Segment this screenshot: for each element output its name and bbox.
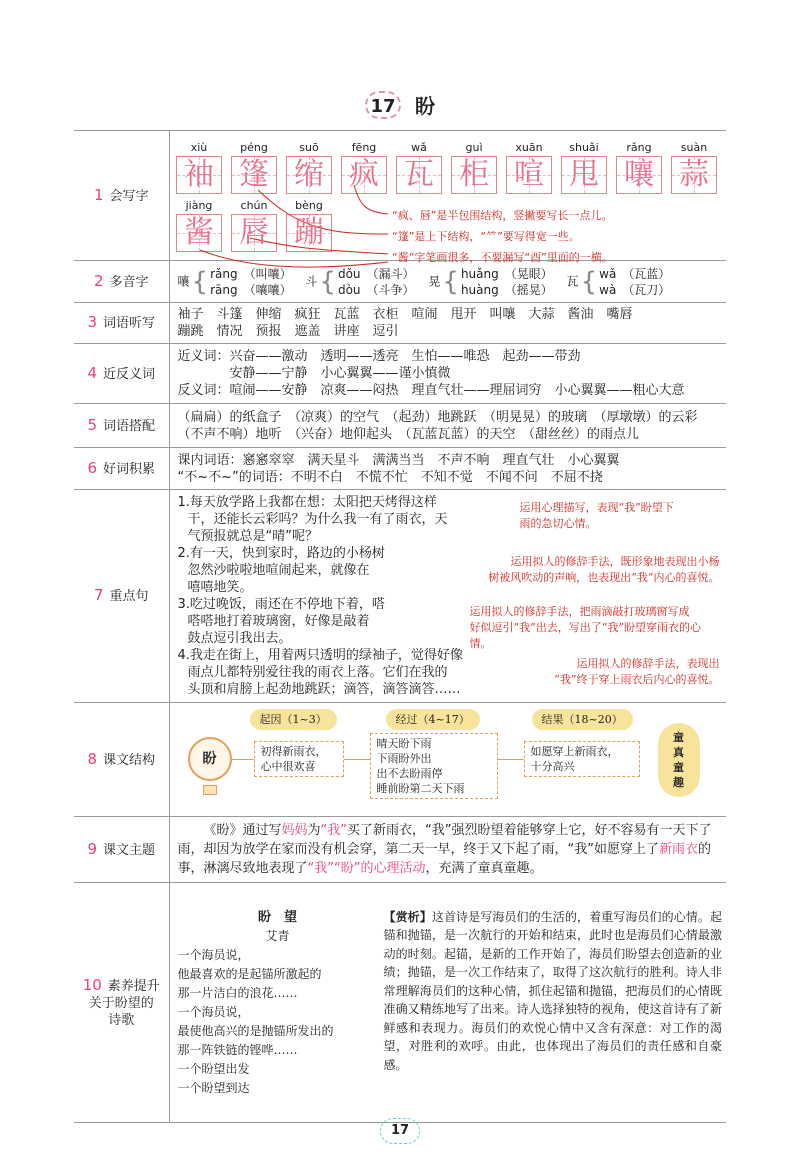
pinyin: xuān <box>515 140 543 154</box>
pinyin: fēng <box>351 140 377 154</box>
char: 柜 <box>459 156 489 192</box>
balloon: 盼 <box>188 737 232 781</box>
synonyms-antonyms: 近义词：兴奋——激动 透明——透亮 生怕——唯恐 起劲——带劲 安静——宁静 小心翼翼——谨小慎微 反义词：喧闹——安静 凉爽——闷热 理直气壮——理屈词穷 小心翼翼——粗心大意 <box>169 344 726 404</box>
box-cause: 初得新雨衣， 心中很欢喜 <box>254 741 344 777</box>
pinyin: chún <box>240 198 268 212</box>
char-cell <box>447 140 502 194</box>
char-cell <box>337 140 392 194</box>
row-key-sentences: 7 重点句 1.每天放学路上我都在想：太阳把天烤得这样 干，还能长云彩吗？为什么我一有了雨衣，天 气预报就总是“晴”呢？ 2.有一天，快到家时，路边的小杨树 忽然沙啦啦地喧闹起来，就像在 嘻嘻地笑。 3.吃过晚饭，雨还在不停地下着，嗒 嗒嗒地打着玻璃窗，好像是敲着 鼓点逗引我出去。 4.我走在街上，用着两只透明的绿袖子，觉得好像 雨点儿都特别爱往我的雨衣上落。它们在我的 头顶和肩膀上起劲地跳跃；滴答，滴答滴答…… 运用心理描写，表现“我”盼望下 雨的急切心情。 运用拟人的修辞手法，既形象地表现出小杨 树被风吹动的声响，也表现出“我”内心的喜悦。 运用拟人的修辞手法，把雨滴敲打玻璃窗写成 好似逗引“我”出去，写出了“我”盼望穿雨衣的心情。 运用拟人的修辞手法，表现出 “我”终于穿上雨衣后内心的喜悦。 <box>74 490 726 703</box>
pinyin: shuǎi <box>569 140 599 154</box>
box-result: 如愿穿上新雨衣， 十分高兴 <box>524 741 640 777</box>
char: 缩 <box>294 156 324 192</box>
char: 酱 <box>184 214 214 250</box>
char-grid <box>561 156 607 194</box>
sentence-2: 2.有一天，快到家时，路边的小杨树 忽然沙啦啦地喧闹起来，就像在 嘻嘻地笑。 <box>177 546 385 595</box>
annotation-1: 运用心理描写，表现“我”盼望下 雨的急切心情。 <box>519 501 674 530</box>
annotation-4: 运用拟人的修辞手法，表现出 “我”终于穿上雨衣后内心的喜悦。 <box>554 657 720 686</box>
good-words: 课内词语：窸窸窣窣 满天星斗 满满当当 不声不响 理直气壮 小心翼翼 “不~不~”的词语：不明不白 不慌不忙 不知不觉 不闻不问 不屈不挠 <box>169 448 726 490</box>
char-cell <box>502 140 557 194</box>
char-grid <box>506 156 552 194</box>
row-structure: 8 课文结构 盼 起因（1~3） 经过（4~17） 结果（18~20） 初得新雨衣， 心中很欢喜 晴天盼下雨 下雨盼外出 出不去盼雨停 睡前盼第二天下雨 如愿穿上新雨衣， 十分高兴 童 真 童 趣 <box>74 703 726 817</box>
polyphone-dou: 斗{ dǒu （漏斗） dòu （斗争） <box>305 266 415 297</box>
pinyin: xiù <box>190 140 208 154</box>
box-process: 晴天盼下雨 下雨盼外出 出不去盼雨停 睡前盼第二天下雨 <box>370 733 498 799</box>
pinyin: jiàng <box>185 198 213 212</box>
polyphone-rang: 嚷{ rǎng （叫嚷） rāng （嚷嚷） <box>177 266 292 297</box>
char: 甩 <box>569 156 599 192</box>
char-grid <box>231 214 277 252</box>
pinyin: péng <box>240 140 268 154</box>
annotation-2: 运用拟人的修辞手法，既形象地表现出小杨 树被风吹动的声响，也表现出“我”内心的喜悦。 <box>488 555 720 584</box>
poem-author: 艾青 <box>265 928 290 943</box>
poem-section <box>169 883 726 1123</box>
char-grid <box>451 156 497 194</box>
annotation-3: 运用拟人的修辞手法，把雨滴敲打玻璃窗写成 好似逗引“我”出去，写出了“我”盼望穿雨衣的心情。 <box>469 605 701 650</box>
stage-cause: 起因（1~3） <box>250 709 337 730</box>
stage-result: 结果（18~20） <box>532 709 633 730</box>
row-theme: 9 课文主题 《盼》通过写妈妈为“我”买了新雨衣，“我”强烈盼望着能够穿上它，好不容易有一天下了雨，却因为放学在家而没有机会穿，第二天一早，终于又下起了雨，“我”如愿穿上了新雨衣的事，淋漓尽致地表现了“我”“盼”的心理活动，充满了童真童趣。 <box>74 817 726 883</box>
char-cell <box>172 140 227 194</box>
char-cell <box>172 198 227 252</box>
study-table <box>74 130 726 1123</box>
pinyin: wǎ <box>411 140 427 154</box>
char-grid <box>396 156 442 194</box>
row-label: 1 会写字 <box>74 131 169 261</box>
balloon-basket <box>203 785 217 795</box>
char-grid <box>231 156 277 194</box>
char-grid <box>671 156 717 194</box>
char-cell <box>612 140 667 194</box>
pinyin: suàn <box>680 140 708 154</box>
poem: 盼 望 艾青 一个海员说， 他最喜欢的是起锚所激起的 那一片洁白的浪花…… 一个海员说， 最使他高兴的是抛锚所发出的 那一阵铁链的铿哗…… 一个盼望出发 一个盼望到达 <box>178 908 378 1098</box>
text-structure <box>169 703 726 817</box>
char: 瓦 <box>404 156 434 192</box>
theme-text: 《盼》通过写妈妈为“我”买了新雨衣，“我”强烈盼望着能够穿上它，好不容易有一天下了雨，却因为放学在家而没有机会穿，第二天一早，终于又下起了雨，“我”如愿穿上了新雨衣的事，淋漓尽致地表现了“我”“盼”的心理活动，充满了童真童趣。 <box>169 817 726 883</box>
row-collocations: 5 词语搭配 （扁扁）的纸盒子 （凉爽）的空气 （起劲）地跳跃 （明晃晃）的玻璃 （厚墩墩）的云彩 （不声不响）地听 （兴奋）地仰起头 （瓦蓝瓦蓝）的天空 （甜丝丝）的雨点儿 <box>74 404 726 448</box>
poem-title: 盼 望 <box>257 909 297 925</box>
char-grid <box>176 214 222 252</box>
char-cell <box>282 198 337 252</box>
row-synonyms: 4 近反义词 近义词：兴奋——激动 透明——透亮 生怕——唯恐 起劲——带劲 安静——宁静 小心翼翼——谨小慎微 反义词：喧闹——安静 凉爽——闷热 理直气壮——理屈词穷 小心翼翼——粗心大意 <box>74 344 726 404</box>
collocations: （扁扁）的纸盒子 （凉爽）的空气 （起劲）地跳跃 （明晃晃）的玻璃 （厚墩墩）的云彩 （不声不响）地听 （兴奋）地仰起头 （瓦蓝瓦蓝）的天空 （甜丝丝）的雨点儿 <box>169 404 726 448</box>
char: 蹦 <box>294 214 324 250</box>
row-dictation: 3 词语听写 袖子 斗篷 伸缩 疯狂 瓦蓝 衣柜 喧闹 甩开 叫嚷 大蒜 酱油 嘴唇 蹦跳 情况 预报 遮盖 讲座 逗引 <box>74 303 726 344</box>
lesson-title <box>0 90 800 126</box>
char: 疯 <box>349 156 379 192</box>
char: 喧 <box>514 156 544 192</box>
char-grid <box>616 156 662 194</box>
lesson-number: 17 <box>365 91 401 119</box>
sentence-1: 1.每天放学路上我都在想：太阳把天烤得这样 干，还能长云彩吗？为什么我一有了雨衣，天 气预报就总是“晴”呢？ <box>177 495 448 544</box>
char: 嚷 <box>624 156 654 192</box>
pinyin: suō <box>299 140 319 154</box>
char-cell <box>227 140 282 194</box>
row-literacy: 10 素养提升 关于盼望的诗歌 盼 望 艾青 一个海员说， 他最喜欢的是起锚所激起的 那一片洁白的浪花…… 一个海员说， 最使他高兴的是抛锚所发出的 那一阵铁链的铿哗…… 一个盼望出发 一个盼望到达 【赏析】这首诗是写海员们的生活的，着重写海员们的心情。起锚和抛锚，是一次航行的开始和结束，此时也是海员们心情最激动的时刻。起锚，是新的工作开始了，海员们盼望去创造新的业绩；抛锚，是一次工作结束了，取得了这次航行的胜利。诗人非常理解海员们的这种心情，抓住起锚和抛锚，把海员们的心情既准确又精练地写了出来。诗人选择独特的视角，使这首诗有了新鲜感和表现力。海员们的欢悦心情中又含有深意：对工作的渴望，对胜利的欢呼。由此，也体现出了海员们的责任感和自豪感。 <box>74 883 726 1123</box>
char-notes: “疯、唇”是半包围结构，竖撇要写长一点儿。 “篷”是上下结构，“⺮”要写得宽一些。 “酱”字笔画很多，不要漏写“酉”里面的一横。 <box>392 209 613 264</box>
char-grid <box>286 156 332 194</box>
char: 唇 <box>239 214 269 250</box>
sentence-3: 3.吃过晚饭，雨还在不停地下着，嗒 嗒嗒地打着玻璃窗，好像是敲着 鼓点逗引我出去。 <box>177 597 385 646</box>
char-cell <box>282 140 337 194</box>
char-cell <box>557 140 612 194</box>
lesson-name: 盼 <box>415 94 435 118</box>
row-polyphones: 2 多音字 嚷{ rǎng （叫嚷） rāng （嚷嚷） 斗{ dǒu （漏斗） dòu （斗争） 晃{ huǎng （晃眼） huàng （摇晃） 瓦{ wǎ （瓦蓝） wà （瓦刀） <box>74 261 726 303</box>
char: 蒜 <box>679 156 709 192</box>
char-cell <box>667 140 722 194</box>
row-good-words: 6 好词积累 课内词语：窸窸窣窣 满天星斗 满满当当 不声不响 理直气壮 小心翼翼 “不~不~”的词语：不明不白 不慌不忙 不知不觉 不闻不问 不屈不挠 <box>74 448 726 490</box>
char-cell <box>227 198 282 252</box>
sentence-4: 4.我走在街上，用着两只透明的绿袖子，觉得好像 雨点儿都特别爱往我的雨衣上落。它们在我的 头顶和肩膀上起劲地跳跃；滴答，滴答滴答…… <box>177 648 463 697</box>
char: 篷 <box>239 156 269 192</box>
polyphone-wa: 瓦{ wǎ （瓦蓝） wà （瓦刀） <box>566 266 671 297</box>
char-cell <box>392 140 447 194</box>
char-grid <box>286 214 332 252</box>
tag-childlike: 童 真 童 趣 <box>658 723 700 797</box>
pinyin: rǎng <box>626 140 652 154</box>
char-grid <box>341 156 387 194</box>
pinyin: guì <box>465 140 483 154</box>
stage-process: 经过（4~17） <box>386 709 480 730</box>
dictation-words: 袖子 斗篷 伸缩 疯狂 瓦蓝 衣柜 喧闹 甩开 叫嚷 大蒜 酱油 嘴唇 蹦跳 情况 预报 遮盖 讲座 逗引 <box>169 303 726 344</box>
char-grid <box>176 156 222 194</box>
key-sentences <box>169 490 726 703</box>
pinyin: bèng <box>295 198 323 212</box>
poem-appreciation: 【赏析】这首诗是写海员们的生活的，着重写海员们的心情。起锚和抛锚，是一次航行的开始和结束，此时也是海员们心情最激动的时刻。起锚，是新的工作开始了，海员们盼望去创造新的业绩；抛锚，是一次工作结束了，取得了这次航行的胜利。诗人非常理解海员们的这种心情，抓住起锚和抛锚，把海员们的心情既准确又精练地写了出来。诗人选择独特的视角，使这首诗有了新鲜感和表现力。海员们的欢悦心情中又含有深意：对工作的渴望，对胜利的欢呼。由此，也体现出了海员们的责任感和自豪感。 <box>383 909 722 1072</box>
char: 袖 <box>184 156 214 192</box>
page-number: 17 <box>380 1118 420 1144</box>
char-row-1 <box>172 140 727 194</box>
polyphone-huang: 晃{ huǎng （晃眼） huàng （摇晃） <box>428 266 553 297</box>
